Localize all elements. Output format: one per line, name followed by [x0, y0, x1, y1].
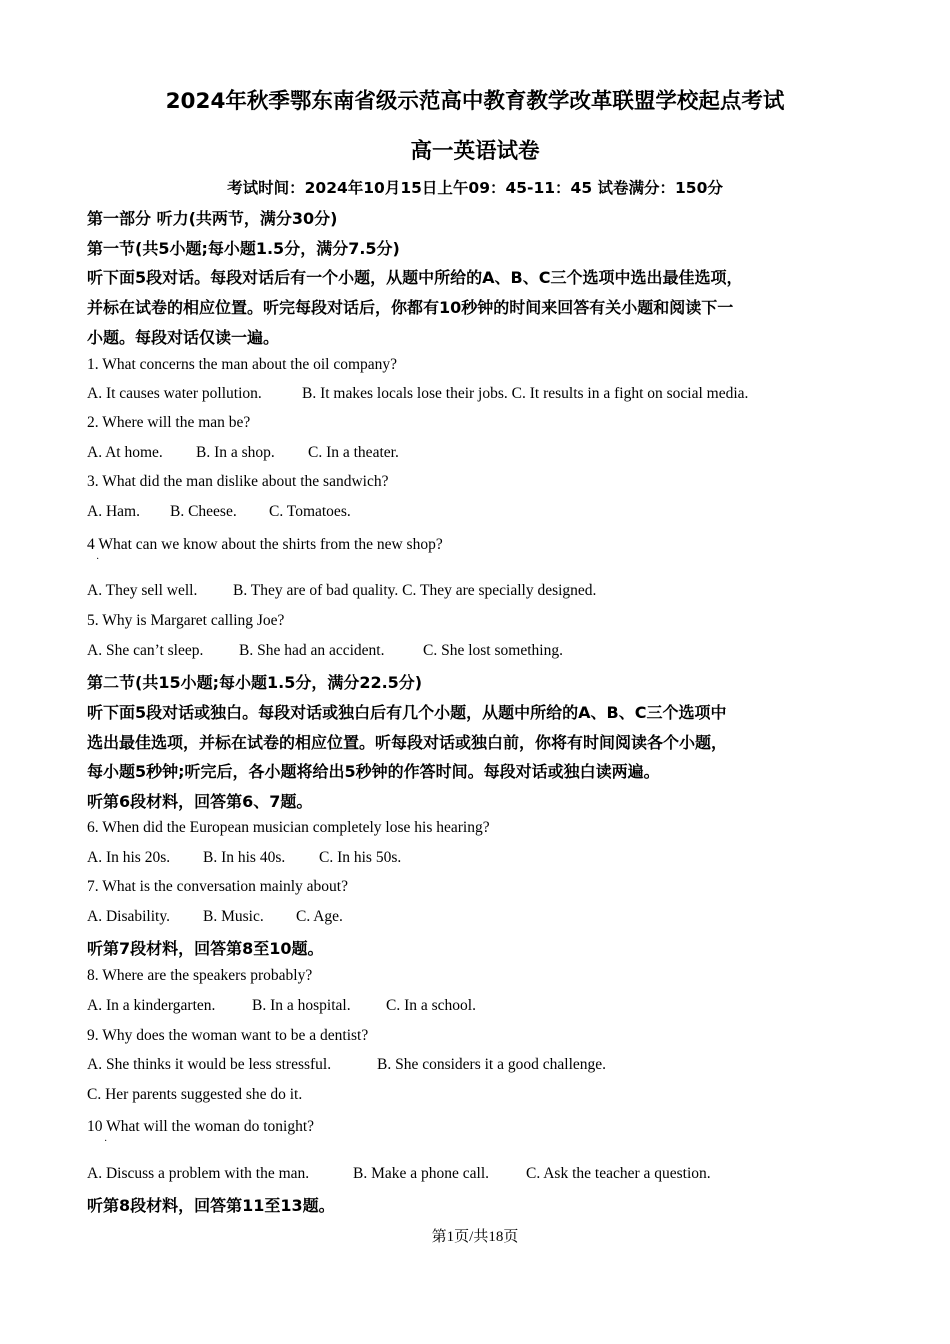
option-a: A. She can’t sleep.: [87, 642, 204, 659]
option-a: A. In his 20s.: [87, 849, 171, 866]
question-9-option-c: C. Her parents suggested she do it.: [87, 1086, 303, 1103]
question-7-options: [87, 908, 343, 926]
question-6-options: [87, 849, 401, 867]
option-a: A. Disability.: [87, 908, 170, 925]
option-c: C. Ask the teacher a question.: [526, 1165, 711, 1182]
question-8-options: [87, 997, 476, 1015]
option-a: A. In a kindergarten.: [87, 997, 216, 1014]
option-a: A. At home.: [87, 444, 163, 461]
question-3-stem: 3. What did the man dislike about the sandwich?: [87, 473, 389, 490]
stray-dot-mark: ·: [104, 1136, 108, 1147]
question-2-options: [87, 444, 399, 462]
exam-info: 考试时间：2024年10月15日上午09：45-11：45 试卷满分：150分: [227, 179, 723, 197]
option-c: C. In a theater.: [308, 444, 399, 461]
option-b: B. Make a phone call.: [353, 1165, 490, 1182]
option-b: B. She considers it a good challenge.: [377, 1056, 607, 1073]
question-2-stem: 2. Where will the man be?: [87, 414, 251, 431]
section1-instructions-line: 并标在试卷的相应位置。听完每段对话后，你都有10秒钟的时间来回答有关小题和阅读下一: [87, 298, 734, 317]
section1-instructions-line: 听下面5段对话。每段对话后有一个小题，从题中所给的A、B、C三个选项中选出最佳选项，: [87, 268, 743, 287]
question-5-stem: 5. Why is Margaret calling Joe?: [87, 612, 285, 629]
section1-instructions-line: 小题。每段对话仅读一遍。: [87, 328, 280, 347]
section1-heading: 第一节(共5小题;每小题1.5分，满分7.5分): [87, 239, 400, 258]
page-number: 第1页/共18页: [431, 1229, 519, 1245]
option-c: C. Age.: [296, 908, 343, 925]
option-b: B. In a hospital.: [252, 997, 351, 1014]
question-3-options: [87, 503, 351, 521]
section2-instructions-line: 每小题5秒钟;听完后，各小题将给出5秒钟的作答时间。每段对话或独白读两遍。: [87, 762, 660, 781]
material-8-heading: 听第8段材料，回答第11至13题。: [87, 1196, 335, 1215]
option-c: C. In his 50s.: [319, 849, 402, 866]
option-a: A. It causes water pollution.: [87, 385, 262, 402]
option-b: B. In a shop.: [196, 444, 275, 461]
option-b: B. She had an accident.: [239, 642, 385, 659]
question-8-stem: 8. Where are the speakers probably?: [87, 967, 313, 984]
question-5-options: [87, 642, 563, 660]
option-c: C. She lost something.: [423, 642, 563, 659]
question-7-stem: 7. What is the conversation mainly about?: [87, 878, 348, 895]
option-a: A. She thinks it would be less stressful.: [87, 1056, 332, 1073]
question-1-stem: 1. What concerns the man about the oil company?: [87, 356, 398, 373]
part1-heading: 第一部分 听力(共两节，满分30分): [87, 209, 338, 228]
exam-subtitle: 高一英语试卷: [410, 139, 540, 164]
option-b: B. It makes locals lose their jobs.: [302, 385, 508, 402]
exam-title: 2024年秋季鄂东南省级示范高中教育教学改革联盟学校起点考试: [165, 89, 785, 114]
question-10-stem: 10 What will the woman do tonight?: [87, 1118, 315, 1135]
option-c: C. In a school.: [386, 997, 476, 1014]
option-a: A. Ham.: [87, 503, 140, 520]
option-b: B. They are of bad quality.: [233, 582, 399, 599]
question-10-options: [87, 1165, 711, 1183]
question-9-stem: 9. Why does the woman want to be a dentist?: [87, 1027, 369, 1044]
material-7-heading: 听第7段材料，回答第8至10题。: [87, 939, 324, 958]
question-4-options: [87, 582, 596, 600]
section2-instructions-line: 选出最佳选项，并标在试卷的相应位置。听每段对话或独白前，你将有时间阅读各个小题，: [87, 733, 728, 752]
option-a: A. Discuss a problem with the man.: [87, 1165, 310, 1182]
question-9-options: [87, 1056, 606, 1074]
section2-instructions-line: 听下面5段对话或独白。每段对话或独白后有几个小题，从题中所给的A、B、C三个选项中: [87, 703, 727, 722]
option-b: B. Cheese.: [170, 503, 237, 520]
option-a: A. They sell well.: [87, 582, 198, 599]
option-c: C. It results in a fight on social media.: [511, 385, 749, 402]
option-b: B. In his 40s.: [203, 849, 286, 866]
question-6-stem: 6. When did the European musician completely lose his hearing?: [87, 819, 490, 836]
stray-dot-mark: ·: [96, 554, 100, 565]
material-6-heading: 听第6段材料，回答第6、7题。: [87, 792, 313, 811]
question-1-options: [87, 385, 748, 403]
section2-heading: 第二节(共15小题;每小题1.5分，满分22.5分): [87, 673, 423, 692]
option-c: C. They are specially designed.: [402, 582, 597, 599]
question-4-stem: 4 What can we know about the shirts from the new shop?: [87, 536, 443, 553]
option-b: B. Music.: [203, 908, 264, 925]
option-c: C. Tomatoes.: [269, 503, 351, 520]
